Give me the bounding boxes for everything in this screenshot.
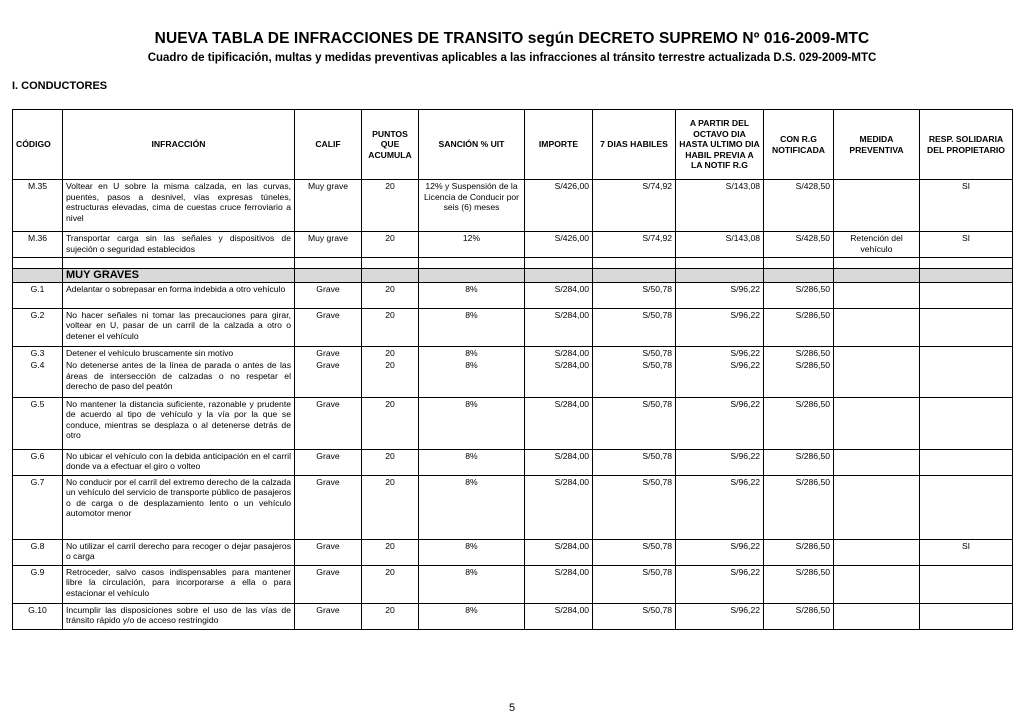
row-8th-day: S/143,08 [676, 180, 764, 232]
column-header: IMPORTE [525, 110, 593, 180]
row-preventive-measure [834, 180, 920, 232]
row-7-days: S/50,78 [593, 359, 676, 397]
row-sanction: 8% [419, 346, 525, 359]
row-sanction: 8% [419, 565, 525, 603]
table-row [13, 449, 1013, 475]
row-7-days: S/50,78 [593, 475, 676, 539]
row-points: 20 [362, 565, 419, 603]
row-infraction: No conducir por el carril del extremo derecho de la calzada un vehículo del servicio de transporte público de pasajeros o de carga o de desplazamiento lento o un vehículo automotor menor [63, 475, 295, 539]
row-points: 20 [362, 449, 419, 475]
row-points: 20 [362, 282, 419, 308]
row-7-days: S/74,92 [593, 180, 676, 232]
row-preventive-measure [834, 359, 920, 397]
row-rg-notified: S/286,50 [764, 346, 834, 359]
section-heading: I. CONDUCTORES [12, 80, 108, 92]
row-sanction: 8% [419, 359, 525, 397]
column-header: MEDIDA PREVENTIVA [834, 110, 920, 180]
row-7-days: S/50,78 [593, 346, 676, 359]
row-rg-notified: S/428,50 [764, 232, 834, 258]
row-preventive-measure [834, 449, 920, 475]
row-owner-responsibility [920, 565, 1013, 603]
row-amount: S/284,00 [525, 565, 593, 603]
row-owner-responsibility [920, 449, 1013, 475]
row-amount: S/284,00 [525, 397, 593, 449]
row-code: G.6 [13, 449, 63, 475]
row-calif: Grave [295, 359, 362, 397]
empty-row [13, 258, 1013, 269]
row-7-days: S/50,78 [593, 397, 676, 449]
row-infraction: Adelantar o sobrepasar en forma indebida a otro vehículo [63, 282, 295, 308]
table-header-row [13, 110, 1013, 180]
row-points: 20 [362, 539, 419, 565]
row-7-days: S/50,78 [593, 565, 676, 603]
row-owner-responsibility [920, 308, 1013, 346]
column-header: CALIF [295, 110, 362, 180]
row-infraction: Detener el vehículo bruscamente sin motivo [63, 346, 295, 359]
row-rg-notified: S/286,50 [764, 475, 834, 539]
row-8th-day: S/96,22 [676, 397, 764, 449]
row-calif: Grave [295, 282, 362, 308]
row-preventive-measure [834, 475, 920, 539]
row-code: G.3 [13, 346, 63, 359]
row-infraction: No utilizar el carril derecho para recoger o dejar pasajeros o carga [63, 539, 295, 565]
section-row [13, 269, 1013, 283]
row-8th-day: S/96,22 [676, 603, 764, 629]
table-row [13, 565, 1013, 603]
row-preventive-measure [834, 308, 920, 346]
row-preventive-measure: Retención del vehículo [834, 232, 920, 258]
row-infraction: No detenerse antes de la línea de parada o antes de las áreas de intersección de calzadas o no respetar el derecho de paso del peatón [63, 359, 295, 397]
row-owner-responsibility: SI [920, 539, 1013, 565]
row-amount: S/284,00 [525, 308, 593, 346]
row-code: G.8 [13, 539, 63, 565]
row-calif: Grave [295, 603, 362, 629]
row-owner-responsibility [920, 282, 1013, 308]
row-calif: Grave [295, 475, 362, 539]
row-sanction: 8% [419, 308, 525, 346]
row-infraction: Incumplir las disposiciones sobre el uso de las vías de tránsito rápido y/o de acceso restringido [63, 603, 295, 629]
row-points: 20 [362, 232, 419, 258]
row-rg-notified: S/286,50 [764, 449, 834, 475]
table-row [13, 282, 1013, 308]
column-header: INFRACCIÓN [63, 110, 295, 180]
row-points: 20 [362, 397, 419, 449]
table-body-bottom [13, 282, 1013, 629]
row-rg-notified: S/428,50 [764, 180, 834, 232]
row-8th-day: S/96,22 [676, 475, 764, 539]
row-owner-responsibility: SI [920, 180, 1013, 232]
row-code: G.2 [13, 308, 63, 346]
document-title: NUEVA TABLA DE INFRACCIONES DE TRANSITO según DECRETO SUPREMO Nº 016-2009-MTC [154, 30, 870, 47]
row-points: 20 [362, 180, 419, 232]
row-rg-notified: S/286,50 [764, 603, 834, 629]
row-sanction: 8% [419, 397, 525, 449]
row-owner-responsibility [920, 603, 1013, 629]
row-8th-day: S/143,08 [676, 232, 764, 258]
row-points: 20 [362, 346, 419, 359]
row-7-days: S/50,78 [593, 282, 676, 308]
row-calif: Grave [295, 346, 362, 359]
row-amount: S/426,00 [525, 232, 593, 258]
row-points: 20 [362, 603, 419, 629]
row-code: M.36 [13, 232, 63, 258]
page-number: 5 [508, 702, 516, 714]
row-infraction: No ubicar el vehículo con la debida anticipación en el carril donde va a efectuar el giro o volteo [63, 449, 295, 475]
row-amount: S/284,00 [525, 603, 593, 629]
row-owner-responsibility: SI [920, 232, 1013, 258]
table-row [13, 397, 1013, 449]
table-row [13, 603, 1013, 629]
row-amount: S/284,00 [525, 539, 593, 565]
row-code: G.9 [13, 565, 63, 603]
row-preventive-measure [834, 346, 920, 359]
row-sanction: 8% [419, 282, 525, 308]
row-calif: Grave [295, 397, 362, 449]
row-7-days: S/74,92 [593, 232, 676, 258]
row-sanction: 8% [419, 449, 525, 475]
row-code: G.1 [13, 282, 63, 308]
row-sanction: 12% [419, 232, 525, 258]
row-rg-notified: S/286,50 [764, 308, 834, 346]
row-infraction: No mantener la distancia suficiente, razonable y prudente de acuerdo al tipo de vehículo y la vía por la que se conduce, mientras se desplaza o al detenerse detrás de otro [63, 397, 295, 449]
row-infraction: Retroceder, salvo casos indispensables para mantener libre la circulación, para incorporarse a ella o para estacionar el vehículo [63, 565, 295, 603]
table-row [13, 232, 1013, 258]
row-8th-day: S/96,22 [676, 359, 764, 397]
section-separator [13, 258, 1013, 283]
column-header: SANCIÓN % UIT [419, 110, 525, 180]
row-7-days: S/50,78 [593, 603, 676, 629]
row-rg-notified: S/286,50 [764, 359, 834, 397]
row-8th-day: S/96,22 [676, 449, 764, 475]
row-infraction: Transportar carga sin las señales y dispositivos de sujeción o seguridad establecidos [63, 232, 295, 258]
row-points: 20 [362, 308, 419, 346]
table-row [13, 475, 1013, 539]
row-sanction: 8% [419, 603, 525, 629]
column-header: CON R.G NOTIFICADA [764, 110, 834, 180]
row-calif: Muy grave [295, 232, 362, 258]
row-rg-notified: S/286,50 [764, 397, 834, 449]
row-owner-responsibility [920, 346, 1013, 359]
table-body-top [13, 180, 1013, 258]
table-row [13, 346, 1013, 359]
row-points: 20 [362, 359, 419, 397]
row-8th-day: S/96,22 [676, 565, 764, 603]
table-row [13, 539, 1013, 565]
row-amount: S/284,00 [525, 346, 593, 359]
row-amount: S/284,00 [525, 475, 593, 539]
column-header: PUNTOS QUE ACUMULA [362, 110, 419, 180]
row-preventive-measure [834, 539, 920, 565]
row-code: M.35 [13, 180, 63, 232]
table-row [13, 359, 1013, 397]
row-preventive-measure [834, 565, 920, 603]
row-8th-day: S/96,22 [676, 539, 764, 565]
row-calif: Grave [295, 565, 362, 603]
table-row [13, 180, 1013, 232]
row-owner-responsibility [920, 397, 1013, 449]
row-calif: Grave [295, 539, 362, 565]
column-header: CÓDIGO [13, 110, 63, 180]
row-rg-notified: S/286,50 [764, 565, 834, 603]
row-amount: S/284,00 [525, 359, 593, 397]
column-header: 7 DIAS HABILES [593, 110, 676, 180]
row-8th-day: S/96,22 [676, 282, 764, 308]
row-code: G.4 [13, 359, 63, 397]
row-code: G.7 [13, 475, 63, 539]
row-amount: S/426,00 [525, 180, 593, 232]
table-row [13, 308, 1013, 346]
row-infraction: Voltear en U sobre la misma calzada, en las curvas, puentes, pasos a desnivel, vías expresas túneles, estructuras elevadas, cima de cuestas cruce ferroviario a nivel [63, 180, 295, 232]
row-amount: S/284,00 [525, 449, 593, 475]
row-points: 20 [362, 475, 419, 539]
row-sanction: 8% [419, 475, 525, 539]
row-preventive-measure [834, 397, 920, 449]
row-infraction: No hacer señales ni tomar las precauciones para girar, voltear en U, pasar de un carril de la calzada a otro o detener el vehículo [63, 308, 295, 346]
row-owner-responsibility [920, 359, 1013, 397]
row-preventive-measure [834, 282, 920, 308]
infractions-table [12, 109, 1013, 630]
column-header: RESP. SOLIDARIA DEL PROPIETARIO [920, 110, 1013, 180]
row-rg-notified: S/286,50 [764, 282, 834, 308]
row-8th-day: S/96,22 [676, 346, 764, 359]
row-calif: Grave [295, 449, 362, 475]
column-header: A PARTIR DEL OCTAVO DIA HASTA ULTIMO DIA HABIL PREVIA A LA NOTIF R.G [676, 110, 764, 180]
section-label: MUY GRAVES [63, 269, 295, 283]
row-owner-responsibility [920, 475, 1013, 539]
row-amount: S/284,00 [525, 282, 593, 308]
row-7-days: S/50,78 [593, 449, 676, 475]
row-code: G.10 [13, 603, 63, 629]
row-7-days: S/50,78 [593, 308, 676, 346]
document-subtitle: Cuadro de tipificación, multas y medidas preventivas aplicables a las infracciones al tránsito terrestre actualizada D.S. 029-2009-MTC [147, 52, 877, 64]
row-code: G.5 [13, 397, 63, 449]
row-preventive-measure [834, 603, 920, 629]
row-sanction: 12% y Suspensión de la Licencia de Conducir por seis (6) meses [419, 180, 525, 232]
row-sanction: 8% [419, 539, 525, 565]
row-calif: Grave [295, 308, 362, 346]
row-7-days: S/50,78 [593, 539, 676, 565]
row-8th-day: S/96,22 [676, 308, 764, 346]
row-rg-notified: S/286,50 [764, 539, 834, 565]
row-calif: Muy grave [295, 180, 362, 232]
